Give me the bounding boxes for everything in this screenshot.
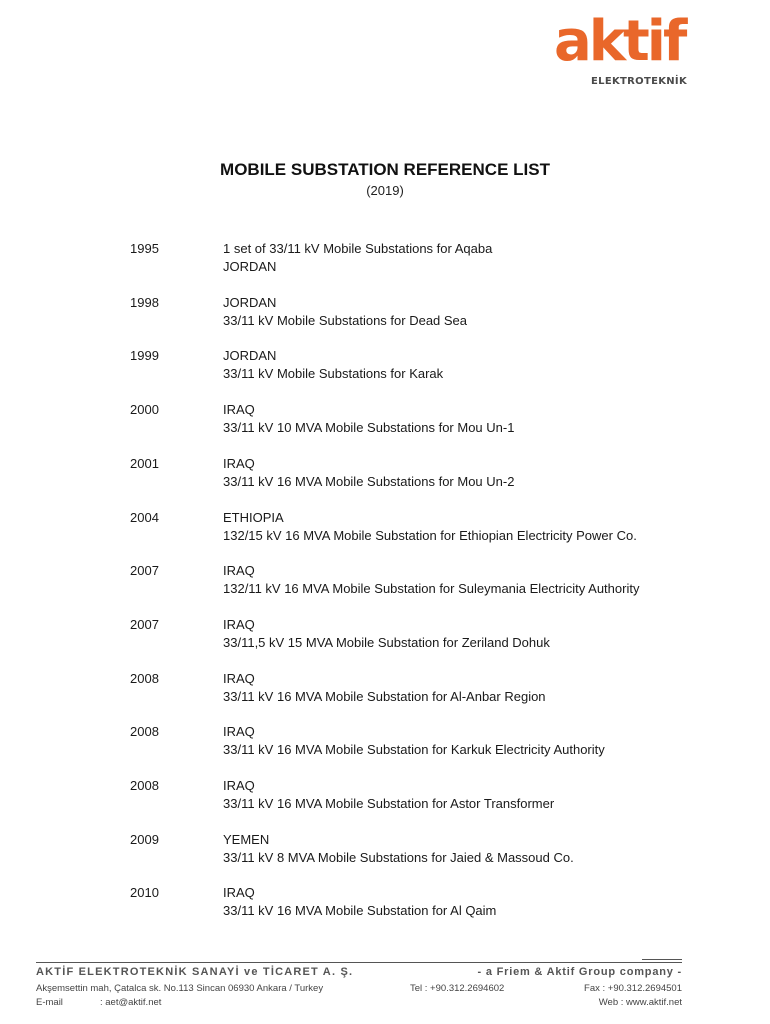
entry-line-2: 132/15 kV 16 MVA Mobile Substation for Ethiopian Electricity Power Co. [223,527,637,543]
entry-description [223,884,496,920]
reference-entry [0,616,770,656]
entry-description [223,347,443,383]
footer-address: Akşemsettin mah, Çatalca sk. No.113 Sincan 06930 Ankara / Turkey [36,983,324,994]
entry-line-2: 33/11 kV 16 MVA Mobile Substation for Karkuk Electricity Authority [223,742,605,758]
entry-description [223,670,546,706]
reference-entry [0,509,770,549]
entry-line-1: IRAQ [223,885,255,901]
footer-email: : aet@aktif.net [100,997,162,1008]
reference-entry [0,401,770,441]
reference-entry [0,240,770,280]
reference-entry [0,670,770,710]
company-logo [554,9,689,92]
logo-subtitle: ELEKTROTEKNİK [591,76,687,87]
reference-entry [0,347,770,387]
entry-description [223,777,554,813]
entry-year: 1995 [130,241,159,256]
logo-wordmark: aktif [554,9,685,74]
entry-line-1: IRAQ [223,670,255,686]
entry-description [223,831,574,867]
entry-description [223,455,514,491]
entry-line-2: 33/11 kV Mobile Substations for Karak [223,366,444,382]
entry-year: 2008 [130,670,159,686]
entry-line-2: JORDAN [223,259,277,274]
entry-year: 2010 [130,885,159,901]
footer-tel: Tel : +90.312.2694602 [410,983,505,994]
entry-line-1: YEMEN [223,831,270,847]
entry-description [223,616,550,652]
reference-entry [0,831,770,871]
entry-line-1: IRAQ [223,616,255,632]
entry-line-2: 33/11 kV 16 MVA Mobile Substation for Astor Transformer [223,796,555,811]
entry-line-2: 33/11 kV 8 MVA Mobile Substations for Jaied & Massoud Co. [223,849,574,865]
entry-line-1: IRAQ [223,778,255,793]
footer-web: Web : www.aktif.net [598,997,682,1008]
entry-line-2: 33/11 kV Mobile Substations for Dead Sea [223,312,468,328]
reference-entry [0,884,770,924]
document-subtitle: (2019) [366,183,404,198]
footer-company-name: AKTİF ELEKTROTEKNİK SANAYİ ve TİCARET A. Ş. [36,966,354,978]
entry-line-2: 33/11,5 kV 15 MVA Mobile Substation for Zeriland Dohuk [223,634,550,650]
entry-description [223,723,605,759]
entry-line-2: 132/11 kV 16 MVA Mobile Substation for Suleymania Electricity Authority [223,581,640,597]
reference-entry [0,562,770,602]
footer-group-tagline: - a Friem & Aktif Group company - [477,966,682,978]
entry-description [223,240,492,276]
entry-year: 1998 [130,294,159,310]
entry-year: 2009 [130,831,159,847]
reference-entry [0,294,770,334]
entry-description [223,401,514,437]
entry-description [223,562,639,598]
entry-line-1: IRAQ [223,402,255,418]
entry-line-1: IRAQ [223,455,255,471]
entry-year: 2004 [130,509,159,525]
reference-entry [0,777,770,817]
entry-year: 2000 [130,402,159,418]
entry-line-1: ETHIOPIA [223,509,284,525]
entry-line-1: JORDAN [223,294,277,310]
entry-line-2: 33/11 kV 16 MVA Mobile Substation for Al Qaim [223,903,497,919]
entry-year: 2008 [130,724,159,740]
document-title: MOBILE SUBSTATION REFERENCE LIST [220,160,550,179]
footer-email-label: E-mail [36,997,63,1008]
entry-line-2: 33/11 kV 10 MVA Mobile Substations for Mou Un-1 [223,420,515,436]
entry-line-1: IRAQ [223,563,255,579]
entry-line-1: IRAQ [223,724,255,740]
footer-rule-accent [642,959,682,960]
entry-year: 2007 [130,616,159,632]
entry-description [223,294,467,330]
footer-fax: Fax : +90.312.2694501 [584,983,682,994]
entry-year: 2007 [130,563,159,579]
entry-line-2: 33/11 kV 16 MVA Mobile Substation for Al-Anbar Region [223,688,546,704]
entry-year: 1999 [130,348,159,364]
reference-entry [0,455,770,495]
reference-entry [0,723,770,763]
entry-year: 2008 [130,778,159,793]
entry-year: 2001 [130,455,159,471]
entry-description [223,509,637,545]
entry-line-1: JORDAN [223,348,277,364]
footer-divider [36,962,682,963]
entry-line-1: 1 set of 33/11 kV Mobile Substations for Aqaba [223,241,493,256]
entry-line-2: 33/11 kV 16 MVA Mobile Substations for Mou Un-2 [223,473,515,489]
